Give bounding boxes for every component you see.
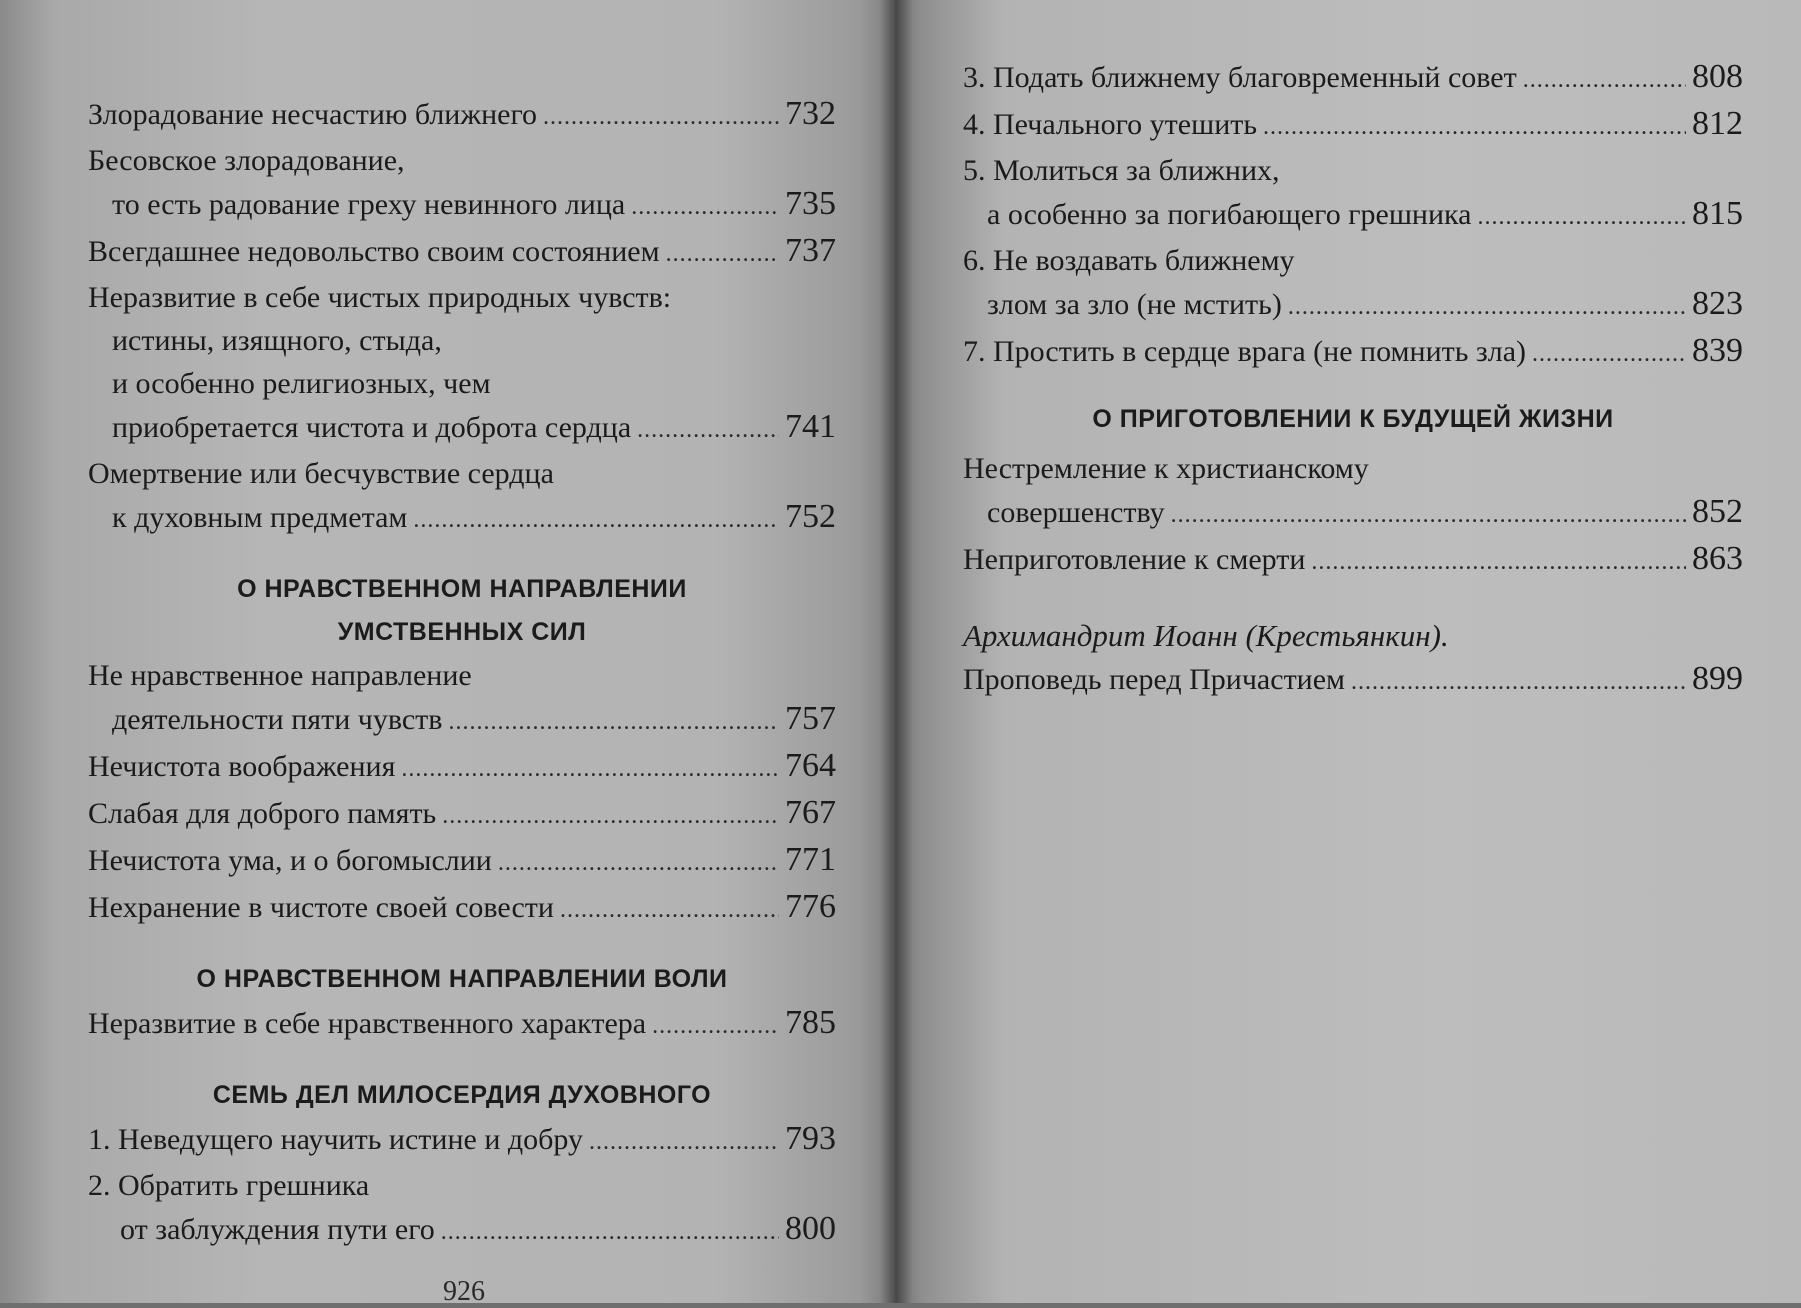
- section-heading: [88, 958, 836, 1001]
- toc-entry: [963, 537, 1743, 584]
- toc-page-number: 741: [785, 408, 836, 445]
- toc-entry-text: истины, изящного, стыда,: [112, 324, 442, 357]
- page-number: 926: [443, 1276, 485, 1307]
- leader-dots: [589, 1121, 779, 1164]
- toc-page-number: 863: [1692, 540, 1743, 577]
- leader-dots: [543, 96, 779, 139]
- leader-dots: [498, 842, 779, 885]
- toc-entry: [963, 102, 1743, 149]
- section-heading-line: О НРАВСТВЕННОМ НАПРАВЛЕНИИ: [237, 575, 687, 603]
- leader-dots: [1351, 661, 1686, 704]
- toc-page-number: 823: [1692, 285, 1743, 322]
- toc-entry: [88, 885, 836, 932]
- toc-entry-text: Бесовское злорадование,: [88, 144, 405, 177]
- toc-entry: [963, 329, 1743, 376]
- toc-entry-text: Злорадование несчастию ближнего: [88, 98, 538, 131]
- toc-page-number: 793: [785, 1120, 836, 1157]
- toc-page-number: 785: [785, 1004, 836, 1041]
- toc-entry: [88, 139, 836, 229]
- leader-dots: [1171, 494, 1686, 537]
- toc-page-number: 752: [785, 498, 836, 535]
- toc-page-number: 808: [1692, 58, 1743, 95]
- toc-entry: [88, 654, 836, 744]
- section-heading-line: СЕМЬ ДЕЛ МИЛОСЕРДИЯ ДУХОВНОГО: [212, 1081, 712, 1109]
- toc-page-number: 771: [785, 841, 836, 878]
- leader-dots: [401, 748, 779, 791]
- leader-dots: [666, 233, 779, 276]
- toc-entry: [963, 447, 1743, 537]
- book-spine: [880, 0, 912, 1303]
- toc-page-number: 735: [785, 185, 836, 222]
- toc-entry: [88, 452, 836, 542]
- toc-entry-text: 2. Обратить грешника: [88, 1169, 370, 1202]
- leader-dots: [448, 701, 779, 744]
- toc-entry: [963, 55, 1743, 102]
- toc-page-number: 732: [785, 95, 836, 132]
- toc-entry-text: Нечистота ума, и о богомыслии: [88, 844, 492, 877]
- toc-entry-text: к духовным предметам: [112, 501, 408, 534]
- toc-entry-text: Неразвитие в себе чистых природных чувств:: [88, 281, 672, 314]
- toc-entry-text: Неразвитие в себе нравственного характера: [88, 1007, 647, 1040]
- left-toc-column: [88, 92, 836, 1254]
- toc-entry: [963, 149, 1743, 239]
- toc-entry-text: Нечистота воображения: [88, 750, 396, 783]
- toc-page-number: 815: [1692, 195, 1743, 232]
- leader-dots: [631, 186, 779, 229]
- section-heading-line: О НРАВСТВЕННОМ НАПРАВЛЕНИИ ВОЛИ: [196, 965, 728, 993]
- leader-dots: [560, 889, 779, 932]
- toc-page-number: 776: [785, 888, 836, 925]
- toc-entry-text: 4. Печального утешить: [963, 108, 1258, 141]
- toc-page-number: 899: [1692, 660, 1743, 697]
- toc-entry-text: Слабая для доброго память: [88, 797, 437, 830]
- section-heading: [88, 1074, 836, 1117]
- toc-entry-text: то есть радование греху невинного лица: [112, 188, 626, 221]
- toc-entry: [88, 92, 836, 139]
- toc-entry: [88, 838, 836, 885]
- leader-dots: [1532, 333, 1686, 376]
- leader-dots: [413, 499, 779, 542]
- toc-entry-text: Не нравственное направление: [88, 659, 472, 692]
- toc-entry: [88, 1117, 836, 1164]
- toc-entry-text: 7. Простить в сердце врага (не помнить зла): [963, 335, 1527, 368]
- toc-entry: [88, 1164, 836, 1254]
- author-name: Архимандрит Иоанн (Крестьянкин).: [963, 618, 1449, 653]
- toc-entry-text: 1. Неведущего научить истине и добру: [88, 1123, 583, 1156]
- leader-dots: [1477, 196, 1686, 239]
- toc-page-number: 767: [785, 794, 836, 831]
- toc-entry-text: Всегдашнее недовольство своим состоянием: [88, 235, 660, 268]
- toc-entry-text: Нестремление к христианскому: [963, 452, 1369, 485]
- leader-dots: [1288, 286, 1686, 329]
- toc-entry-text: злом за зло (не мстить): [987, 288, 1282, 321]
- toc-page-number: 839: [1692, 332, 1743, 369]
- leader-dots: [442, 795, 779, 838]
- toc-page-number: 800: [785, 1210, 836, 1247]
- toc-entry-text: Проповедь перед Причастием: [963, 663, 1346, 696]
- toc-page-number: 737: [785, 232, 836, 269]
- leader-dots: [1263, 106, 1686, 149]
- toc-entry: [88, 791, 836, 838]
- toc-page-number: 812: [1692, 105, 1743, 142]
- toc-entry-text: от заблуждения пути его: [120, 1213, 435, 1246]
- leader-dots: [652, 1005, 779, 1048]
- toc-page-number: 764: [785, 747, 836, 784]
- toc-entry: [88, 744, 836, 791]
- toc-entry-text: приобретается чистота и доброта сердца: [112, 411, 632, 444]
- toc-entry-text: 6. Не воздавать ближнему: [963, 244, 1295, 277]
- toc-entry: [88, 229, 836, 276]
- toc-entry-text: 3. Подать ближнему благовременный совет: [963, 61, 1517, 94]
- toc-entry: [963, 239, 1743, 329]
- leader-dots: [1311, 541, 1686, 584]
- section-heading: [88, 568, 836, 654]
- toc-entry-text: 5. Молиться за ближних,: [963, 154, 1280, 187]
- toc-entry-text: Нехранение в чистоте своей совести: [88, 891, 554, 924]
- toc-entry-text: а особенно за погибающего грешника: [987, 198, 1472, 231]
- toc-entry: [963, 657, 1743, 704]
- toc-entry: [88, 276, 836, 452]
- section-heading-line: УМСТВЕННЫХ СИЛ: [337, 618, 587, 646]
- toc-entry-text: деятельности пяти чувств: [112, 703, 443, 736]
- toc-entry-text: и особенно религиозных, чем: [112, 367, 491, 400]
- toc-page-number: 852: [1692, 493, 1743, 530]
- toc-entry-text: Омертвение или бесчувствие сердца: [88, 457, 554, 490]
- toc-page-number: 757: [785, 700, 836, 737]
- leader-dots: [637, 409, 779, 452]
- toc-entry-text: совершенству: [987, 496, 1165, 529]
- right-toc-column: [963, 55, 1743, 704]
- toc-entry-text: Неприготовление к смерти: [963, 543, 1306, 576]
- toc-entry: [88, 1001, 836, 1048]
- leader-dots: [441, 1211, 779, 1254]
- leader-dots: [1523, 59, 1686, 102]
- section-heading: О ПРИГОТОВЛЕНИИ К БУДУЩЕЙ ЖИЗНИ: [1092, 405, 1614, 433]
